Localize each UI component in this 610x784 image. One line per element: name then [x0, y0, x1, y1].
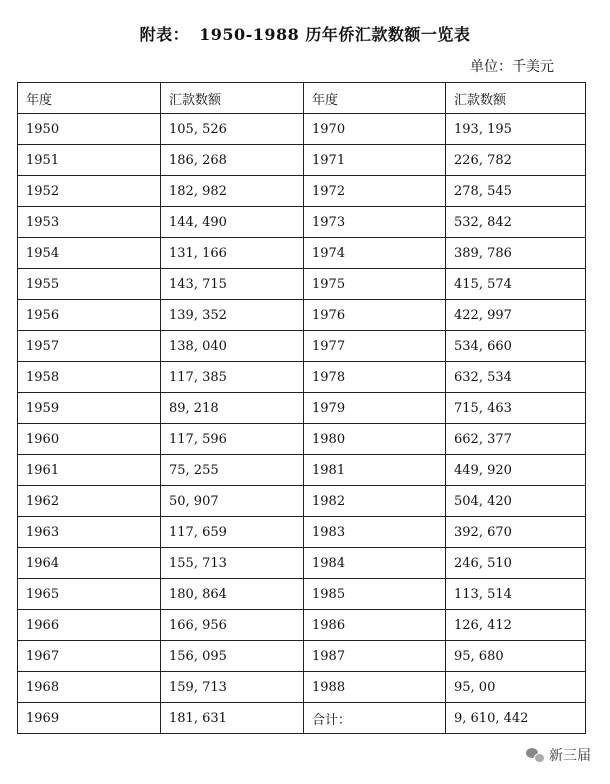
year-left-cell: 1967	[18, 641, 161, 672]
amount-right-cell: 532, 842	[446, 207, 586, 238]
title-text: 1950-1988 历年侨汇款数额一览表	[199, 25, 471, 44]
amount-left-cell: 144, 490	[161, 207, 304, 238]
amount-right-cell: 715, 463	[446, 393, 586, 424]
year-left-cell: 1965	[18, 579, 161, 610]
table-row	[18, 641, 586, 672]
amount-left-cell: 182, 982	[161, 176, 304, 207]
amount-right-cell: 226, 782	[446, 145, 586, 176]
table-row	[18, 703, 586, 734]
table-row	[18, 300, 586, 331]
page-title	[0, 22, 610, 45]
year-right-cell: 1974	[304, 238, 446, 269]
table-row	[18, 672, 586, 703]
table-row	[18, 362, 586, 393]
amount-right-cell: 9, 610, 442	[446, 703, 586, 734]
amount-left-cell: 180, 864	[161, 579, 304, 610]
amount-right-cell: 95, 680	[446, 641, 586, 672]
header-amount-left: 汇款数额	[161, 83, 304, 114]
table-row	[18, 517, 586, 548]
amount-left-cell: 166, 956	[161, 610, 304, 641]
table-body	[18, 114, 586, 734]
year-left-cell: 1952	[18, 176, 161, 207]
amount-left-cell: 181, 631	[161, 703, 304, 734]
header-year-left: 年度	[18, 83, 161, 114]
table-row	[18, 331, 586, 362]
amount-left-cell: 159, 713	[161, 672, 304, 703]
year-right-cell: 1985	[304, 579, 446, 610]
year-left-cell: 1963	[18, 517, 161, 548]
year-right-cell: 1972	[304, 176, 446, 207]
year-right-cell: 1984	[304, 548, 446, 579]
amount-left-cell: 156, 095	[161, 641, 304, 672]
amount-left-cell: 143, 715	[161, 269, 304, 300]
table-row	[18, 455, 586, 486]
year-right-cell: 1987	[304, 641, 446, 672]
table-row	[18, 238, 586, 269]
year-right-cell: 1973	[304, 207, 446, 238]
table-row	[18, 176, 586, 207]
year-left-cell: 1957	[18, 331, 161, 362]
wechat-icon	[526, 748, 544, 762]
table-row	[18, 579, 586, 610]
amount-left-cell: 138, 040	[161, 331, 304, 362]
year-right-cell: 1975	[304, 269, 446, 300]
amount-left-cell: 155, 713	[161, 548, 304, 579]
amount-right-cell: 632, 534	[446, 362, 586, 393]
table-header-row	[18, 83, 586, 114]
year-right-cell: 1983	[304, 517, 446, 548]
year-right-cell: 1978	[304, 362, 446, 393]
year-left-cell: 1954	[18, 238, 161, 269]
table-row	[18, 393, 586, 424]
table-row	[18, 548, 586, 579]
table-row	[18, 610, 586, 641]
table-row	[18, 145, 586, 176]
year-left-cell: 1955	[18, 269, 161, 300]
amount-left-cell: 117, 385	[161, 362, 304, 393]
amount-left-cell: 117, 596	[161, 424, 304, 455]
amount-left-cell: 75, 255	[161, 455, 304, 486]
amount-right-cell: 422, 997	[446, 300, 586, 331]
watermark	[523, 744, 594, 766]
year-right-cell: 1977	[304, 331, 446, 362]
amount-right-cell: 95, 00	[446, 672, 586, 703]
year-right-cell: 1986	[304, 610, 446, 641]
amount-right-cell: 246, 510	[446, 548, 586, 579]
year-left-cell: 1961	[18, 455, 161, 486]
amount-right-cell: 126, 412	[446, 610, 586, 641]
amount-right-cell: 504, 420	[446, 486, 586, 517]
table-row	[18, 424, 586, 455]
amount-left-cell: 186, 268	[161, 145, 304, 176]
year-left-cell: 1968	[18, 672, 161, 703]
table-row	[18, 486, 586, 517]
year-right-cell: 合计：	[304, 703, 446, 734]
year-left-cell: 1960	[18, 424, 161, 455]
year-left-cell: 1953	[18, 207, 161, 238]
amount-left-cell: 117, 659	[161, 517, 304, 548]
amount-right-cell: 193, 195	[446, 114, 586, 145]
header-year-right: 年度	[304, 83, 446, 114]
amount-right-cell: 113, 514	[446, 579, 586, 610]
year-left-cell: 1958	[18, 362, 161, 393]
header-amount-right: 汇款数额	[446, 83, 586, 114]
year-left-cell: 1964	[18, 548, 161, 579]
year-right-cell: 1980	[304, 424, 446, 455]
year-right-cell: 1970	[304, 114, 446, 145]
table-row	[18, 114, 586, 145]
amount-right-cell: 278, 545	[446, 176, 586, 207]
amount-right-cell: 662, 377	[446, 424, 586, 455]
table-row	[18, 269, 586, 300]
year-right-cell: 1979	[304, 393, 446, 424]
table-row	[18, 207, 586, 238]
year-right-cell: 1981	[304, 455, 446, 486]
amount-left-cell: 131, 166	[161, 238, 304, 269]
year-left-cell: 1959	[18, 393, 161, 424]
title-prefix: 附表：	[139, 25, 190, 44]
watermark-text: 新三届	[549, 748, 591, 764]
amount-left-cell: 89, 218	[161, 393, 304, 424]
amount-left-cell: 105, 526	[161, 114, 304, 145]
year-left-cell: 1956	[18, 300, 161, 331]
year-left-cell: 1962	[18, 486, 161, 517]
year-left-cell: 1951	[18, 145, 161, 176]
year-left-cell: 1950	[18, 114, 161, 145]
year-right-cell: 1976	[304, 300, 446, 331]
year-right-cell: 1971	[304, 145, 446, 176]
amount-right-cell: 534, 660	[446, 331, 586, 362]
year-right-cell: 1982	[304, 486, 446, 517]
year-right-cell: 1988	[304, 672, 446, 703]
amount-right-cell: 389, 786	[446, 238, 586, 269]
amount-right-cell: 392, 670	[446, 517, 586, 548]
amount-right-cell: 415, 574	[446, 269, 586, 300]
year-left-cell: 1966	[18, 610, 161, 641]
amount-left-cell: 139, 352	[161, 300, 304, 331]
amount-right-cell: 449, 920	[446, 455, 586, 486]
unit-label: 单位：千美元	[470, 59, 554, 75]
remittance-table	[17, 82, 586, 734]
year-left-cell: 1969	[18, 703, 161, 734]
amount-left-cell: 50, 907	[161, 486, 304, 517]
